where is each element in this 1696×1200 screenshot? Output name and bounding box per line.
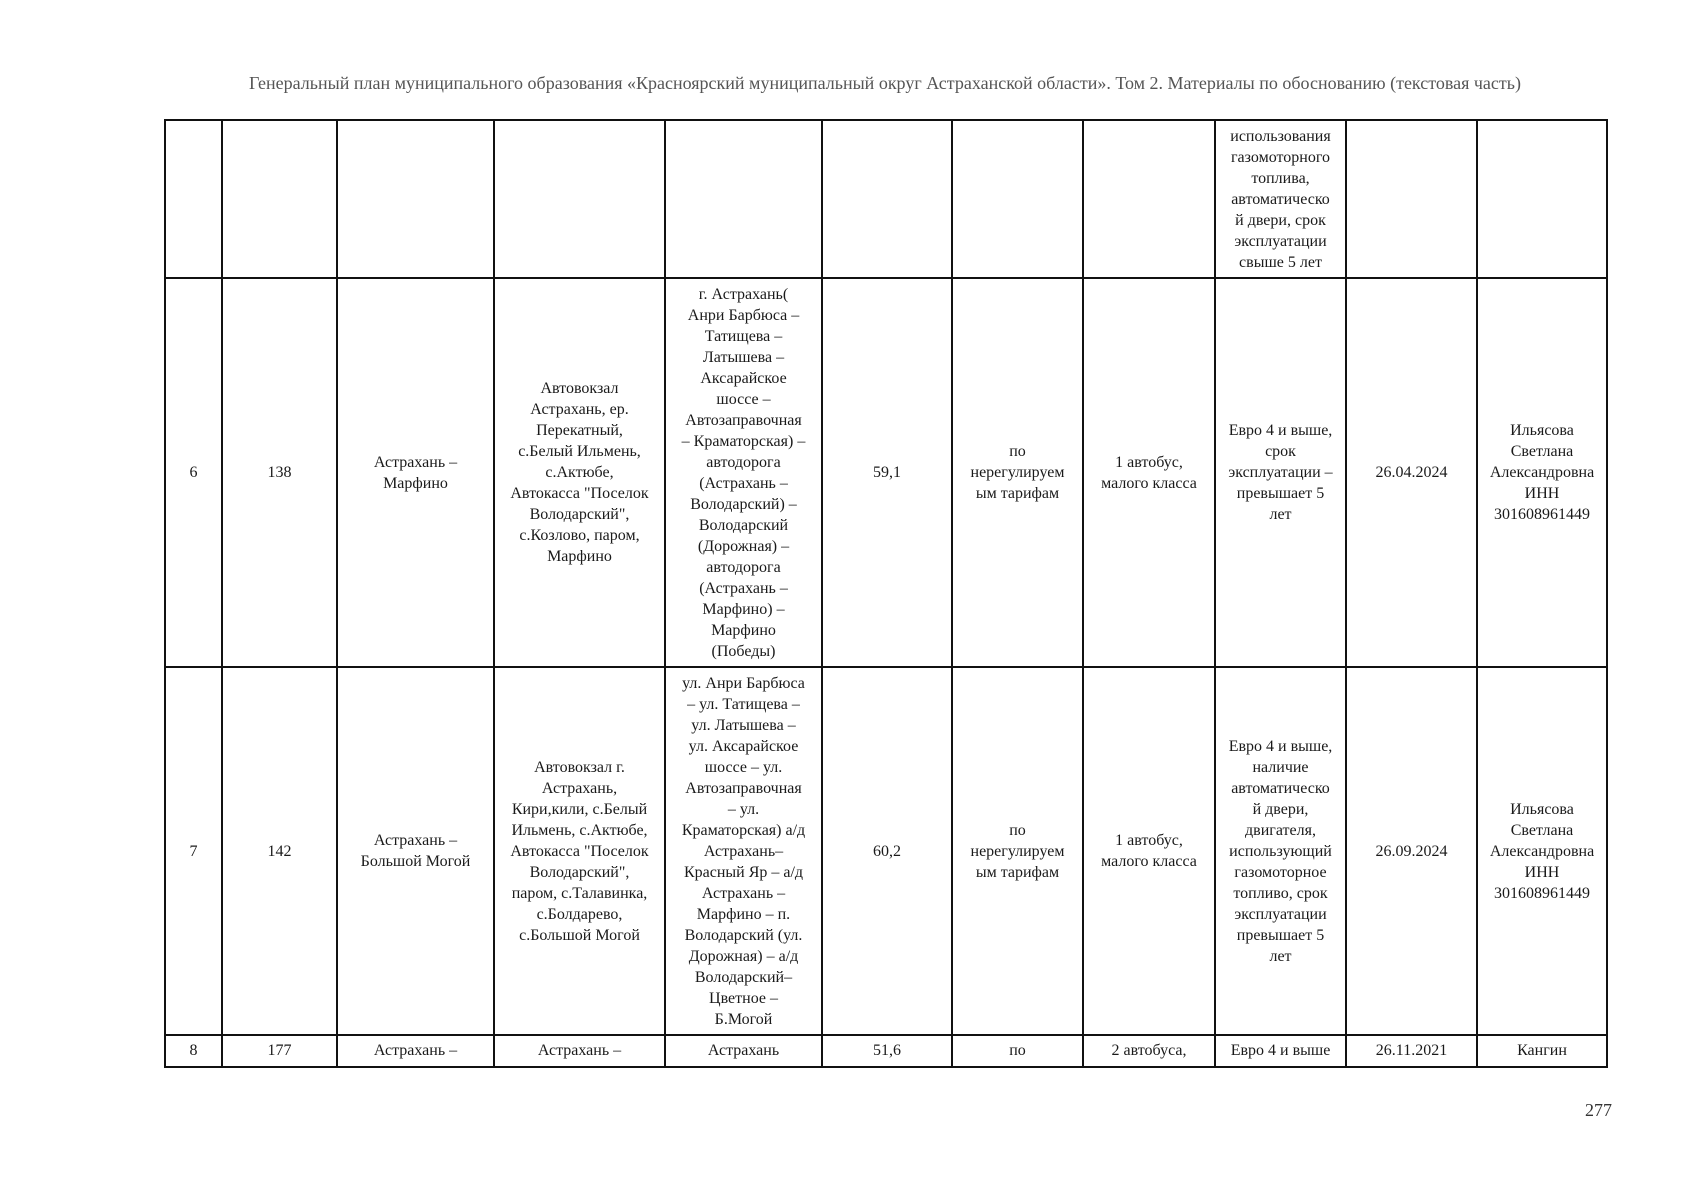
cell-line: Марфино: [547, 548, 612, 565]
cell-line: по: [1009, 443, 1026, 460]
cell-number: 7: [165, 667, 222, 1035]
cell-line: эксплуатации –: [1228, 464, 1333, 481]
cell-line: Астрахань –: [537, 1042, 622, 1059]
cell-route-name: [337, 667, 494, 1035]
cell-line: нерегулируем: [970, 464, 1065, 481]
cell-line: Кири,кили, с.Белый: [511, 800, 648, 818]
cell-line: (Астрахань –: [699, 579, 788, 597]
cell-line: автоматическо: [1231, 190, 1330, 208]
cell-tariff: [952, 278, 1083, 667]
cell-vehicles: [1083, 278, 1215, 667]
cell-date: 26.11.2021: [1346, 1035, 1477, 1067]
cell-line: эксплуатации: [1234, 232, 1327, 250]
cell-line: ул. Латышева –: [691, 716, 796, 734]
cell-line: Латышева –: [702, 348, 785, 366]
cell-characteristics: [1215, 120, 1346, 278]
cell-characteristics: [1215, 667, 1346, 1035]
cell-line: шоссе –: [716, 390, 771, 408]
cell-line: лет: [1269, 506, 1292, 523]
cell-line: с.Актюбе,: [545, 464, 614, 481]
cell-line: ым тарифам: [975, 485, 1060, 502]
table-row: [165, 278, 1607, 667]
cell-number: 6: [165, 278, 222, 667]
cell-line: Кангин: [1517, 1042, 1567, 1059]
cell-stops: [494, 1035, 665, 1067]
cell-characteristics: [1215, 278, 1346, 667]
cell-line: автоматическо: [1231, 779, 1330, 797]
cell-line: Светлана: [1510, 821, 1574, 839]
cell-number: [165, 120, 222, 278]
cell-line: использующий: [1229, 842, 1332, 860]
cell-line: Астрахань –: [701, 884, 786, 902]
cell-line: Светлана: [1510, 443, 1574, 460]
cell-line: двигателя,: [1245, 821, 1316, 839]
cell-line: Автокасса "Поселок: [510, 485, 649, 502]
cell-vehicles: [1083, 1035, 1215, 1067]
cell-line: топлива,: [1251, 169, 1310, 187]
cell-route-name: [337, 278, 494, 667]
cell-route-number: 177: [222, 1035, 337, 1067]
cell-line: Аксарайское: [700, 369, 787, 387]
cell-line: ИНН: [1524, 863, 1560, 881]
cell-line: топливо, срок: [1233, 884, 1328, 902]
cell-line: малого класса: [1101, 853, 1197, 870]
cell-line: Цветное –: [709, 989, 778, 1007]
cell-line: Ильмень, с.Актюбе,: [511, 821, 648, 839]
cell-tariff: [952, 1035, 1083, 1067]
cell-line: газомоторное: [1234, 863, 1327, 881]
cell-line: наличие: [1252, 758, 1309, 776]
routes-table: [164, 119, 1608, 1068]
cell-line: Дорожная) – а/д: [688, 947, 799, 965]
cell-line: паром, с.Талавинка,: [511, 884, 648, 902]
cell-line: (Победы): [711, 642, 776, 660]
cell-line: превышает 5: [1236, 485, 1325, 502]
cell-line: с.Большой Могой: [519, 926, 640, 944]
cell-route-number: 138: [222, 278, 337, 667]
cell-carrier: [1477, 1035, 1607, 1067]
cell-line: ИНН: [1524, 485, 1560, 502]
cell-line: Александровна: [1489, 464, 1595, 481]
cell-route-number: [222, 120, 337, 278]
cell-length: 60,2: [822, 667, 952, 1035]
cell-characteristics: [1215, 1035, 1346, 1067]
cell-stops: [494, 120, 665, 278]
cell-line: Автокасса "Поселок: [510, 842, 649, 860]
cell-line: Володарский (ул.: [684, 926, 803, 944]
cell-line: Астрахань: [707, 1042, 780, 1059]
cell-line: с.Козлово, паром,: [519, 527, 640, 544]
cell-line: Евро 4 и выше: [1230, 1042, 1331, 1059]
cell-carrier: [1477, 278, 1607, 667]
cell-streets: [665, 667, 822, 1035]
cell-line: Марфино) –: [702, 600, 785, 618]
cell-line: Анри Барбюса –: [687, 306, 800, 324]
table-row: [165, 120, 1607, 278]
cell-carrier: [1477, 120, 1607, 278]
cell-line: использования: [1230, 127, 1331, 145]
cell-line: нерегулируем: [970, 842, 1065, 860]
cell-line: 1 автобус,: [1115, 832, 1183, 849]
page-number: 277: [1585, 1100, 1612, 1120]
cell-line: срок: [1265, 443, 1296, 460]
cell-line: Татищева –: [704, 327, 783, 345]
cell-line: ым тарифам: [975, 863, 1060, 881]
cell-line: по: [1009, 821, 1026, 839]
cell-line: Автовокзал: [540, 380, 619, 397]
cell-line: автодорога: [706, 558, 781, 576]
cell-number: 8: [165, 1035, 222, 1067]
cell-vehicles: [1083, 667, 1215, 1035]
cell-line: – ул. Татищева –: [687, 695, 800, 713]
cell-line: газомоторного: [1230, 148, 1330, 166]
cell-line: эксплуатации: [1234, 905, 1327, 923]
cell-line: Автозаправочная: [685, 779, 802, 797]
cell-line: Евро 4 и выше,: [1228, 737, 1333, 755]
cell-line: Евро 4 и выше,: [1228, 422, 1333, 439]
cell-line: Б.Могой: [714, 1010, 773, 1028]
cell-vehicles: [1083, 120, 1215, 278]
cell-line: шоссе – ул.: [704, 758, 783, 776]
cell-line: с.Болдарево,: [536, 905, 623, 923]
cell-streets: [665, 1035, 822, 1067]
cell-line: й двери,: [1252, 800, 1309, 818]
cell-stops: [494, 278, 665, 667]
cell-line: Автозаправочная: [685, 411, 802, 429]
cell-line: Ильясова: [1510, 422, 1574, 439]
cell-line: (Дорожная) –: [697, 537, 790, 555]
cell-line: Большой Могой: [360, 853, 471, 870]
cell-tariff: [952, 667, 1083, 1035]
cell-line: лет: [1269, 947, 1292, 965]
cell-line: Марфино – п.: [696, 905, 791, 923]
cell-line: г. Астрахань(: [698, 285, 789, 303]
cell-line: 301608961449: [1494, 506, 1590, 523]
cell-line: 2 автобуса,: [1111, 1042, 1187, 1059]
cell-line: по: [1009, 1042, 1026, 1059]
cell-length: 59,1: [822, 278, 952, 667]
cell-length: 51,6: [822, 1035, 952, 1067]
cell-line: Астрахань –: [373, 453, 458, 471]
cell-streets: [665, 278, 822, 667]
cell-line: Астрахань –: [373, 1042, 458, 1059]
cell-line: ул. Анри Барбюса: [682, 674, 805, 692]
cell-line: Ильясова: [1510, 800, 1574, 818]
cell-line: 1 автобус,: [1115, 453, 1183, 471]
cell-streets: [665, 120, 822, 278]
cell-line: Астрахань, ер.: [530, 401, 629, 418]
table-row: [165, 1035, 1607, 1067]
cell-line: малого класса: [1101, 474, 1197, 492]
cell-line: Володарский",: [529, 863, 630, 881]
cell-date: 26.09.2024: [1346, 667, 1477, 1035]
cell-line: (Астрахань –: [699, 474, 788, 492]
cell-line: Автовокзал г.: [534, 758, 625, 776]
cell-carrier: [1477, 667, 1607, 1035]
cell-line: 301608961449: [1494, 884, 1590, 902]
cell-route-number: 142: [222, 667, 337, 1035]
cell-line: Краматорская) а/д: [681, 821, 806, 839]
cell-line: Красный Яр – а/д: [683, 863, 804, 881]
cell-date: 26.04.2024: [1346, 278, 1477, 667]
table-row: [165, 667, 1607, 1035]
cell-line: – Краматорская) –: [681, 432, 806, 450]
cell-line: превышает 5: [1236, 926, 1325, 944]
cell-line: – ул.: [727, 800, 760, 818]
cell-line: Астрахань –: [373, 832, 458, 849]
cell-line: Перекатный,: [536, 422, 623, 439]
page-header: Генеральный план муниципального образования «Красноярский муниципальный округ Астраханской области». Том 2. Материалы по обоснованию (текстовая часть): [249, 73, 1521, 93]
cell-line: Володарский) –: [690, 495, 797, 513]
cell-line: Александровна: [1489, 842, 1595, 860]
cell-line: Володарский",: [529, 506, 630, 523]
cell-line: ул. Аксарайское: [688, 737, 799, 755]
cell-line: Астрахань,: [541, 779, 618, 797]
cell-date: [1346, 120, 1477, 278]
cell-length: [822, 120, 952, 278]
cell-line: Марфино: [383, 474, 448, 492]
cell-line: Марфино: [711, 621, 776, 639]
cell-route-name: [337, 1035, 494, 1067]
cell-line: Володарский: [698, 516, 789, 534]
cell-line: Володарский–: [694, 968, 793, 986]
cell-line: Астрахань–: [703, 842, 784, 860]
cell-route-name: [337, 120, 494, 278]
cell-line: с.Белый Ильмень,: [518, 443, 641, 460]
cell-line: автодорога: [706, 453, 781, 471]
cell-tariff: [952, 120, 1083, 278]
cell-line: й двери, срок: [1235, 211, 1326, 229]
cell-line: свыше 5 лет: [1239, 253, 1322, 271]
cell-stops: [494, 667, 665, 1035]
